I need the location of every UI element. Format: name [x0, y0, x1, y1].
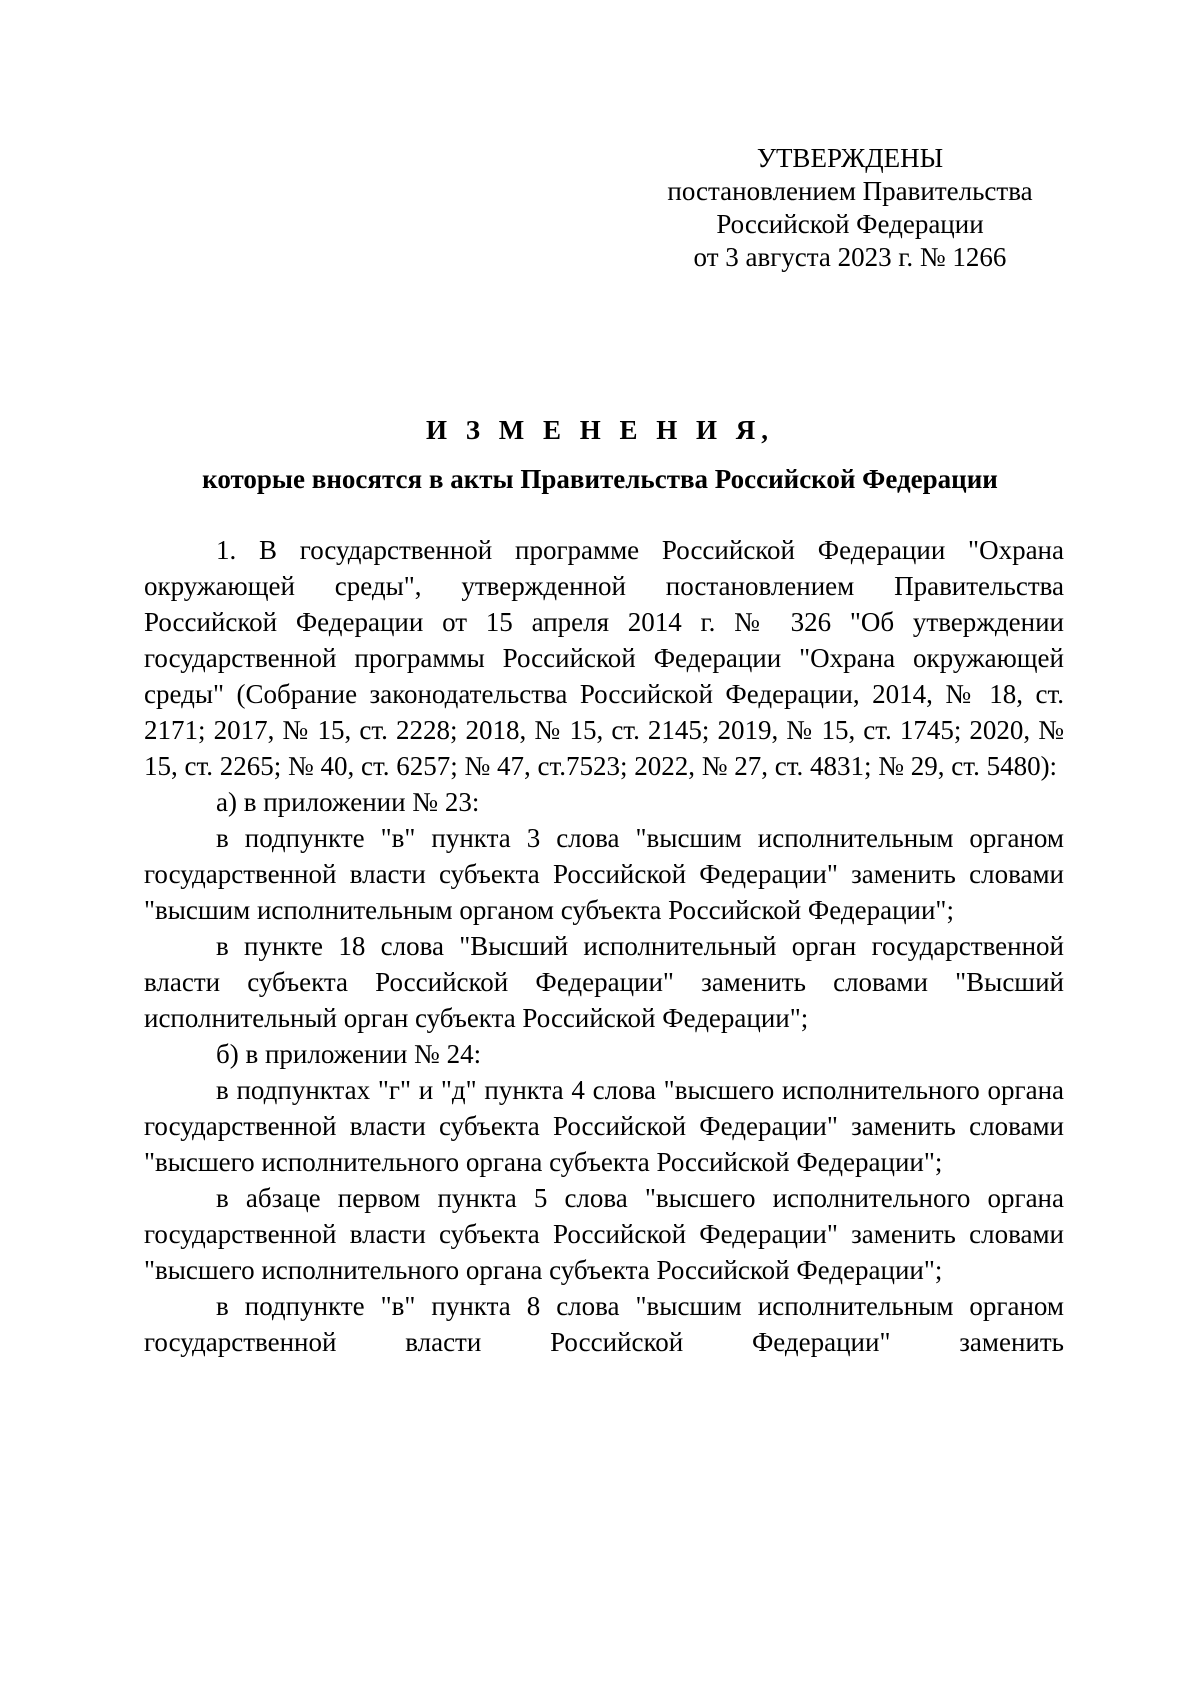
paragraph-item-1: 1. В государственной программе Российской Федерации "Охрана окружающей среды", утвержденной постановлением Правительства Российской Федерации от 15 апреля 2014 г. № 326 "Об утверждении государственной программы Российской Федерации "Охрана окружающей среды" (Собрание законодательства Российской Федерации, 2014, № 18, ст. 2171; 2017, № 15, ст. 2228; 2018, № 15, ст. 2145; 2019, № 15, ст. 1745; 2020, № 15, ст. 2265; № 40, ст. 6257; № 47, ст.7523; 2022, № 27, ст. 4831; № 29, ст. 5480): — [144, 535, 1064, 781]
document-subtitle: которые вносятся в акты Правительства Российской Федерации — [202, 464, 998, 494]
approval-stamp — [640, 142, 1060, 274]
document-body — [144, 532, 1064, 1360]
paragraph-amendment: в подпункте "в" пункта 3 слова "высшим исполнительным органом государственной власти субъекта Российской Федерации" заменить словами "высшим исполнительным органом субъекта Российской Федерации"; — [144, 823, 1064, 925]
approval-line-federation: Российской Федерации — [716, 209, 984, 239]
paragraph-subitem-a: а) в приложении № 23: — [216, 787, 480, 817]
approval-line-date-number: от 3 августа 2023 г. № 1266 — [693, 242, 1007, 272]
paragraph-amendment-continued: в подпункте "в" пункта 8 слова "высшим исполнительным органом государственной власти Российской Федерации" заменить — [144, 1291, 1064, 1357]
paragraph-amendment: в подпунктах "г" и "д" пункта 4 слова "высшего исполнительного органа государственной власти субъекта Российской Федерации" заменить словами "высшего исполнительного органа субъекта Российской Федерации"; — [144, 1075, 1064, 1177]
paragraph-subitem-b: б) в приложении № 24: — [216, 1039, 482, 1069]
paragraph-amendment: в абзаце первом пункта 5 слова "высшего исполнительного органа государственной власти субъекта Российской Федерации" заменить словами "высшего исполнительного органа субъекта Российской Федерации"; — [144, 1183, 1064, 1285]
approval-line-approved: УТВЕРЖДЕНЫ — [756, 143, 944, 173]
document-title: И З М Е Н Е Н И Я, — [425, 415, 774, 445]
paragraph-amendment: в пункте 18 слова "Высший исполнительный орган государственной власти субъекта Российской Федерации" заменить словами "Высший исполнительный орган субъекта Российской Федерации"; — [144, 931, 1064, 1033]
approval-line-resolution: постановлением Правительства — [667, 176, 1033, 206]
